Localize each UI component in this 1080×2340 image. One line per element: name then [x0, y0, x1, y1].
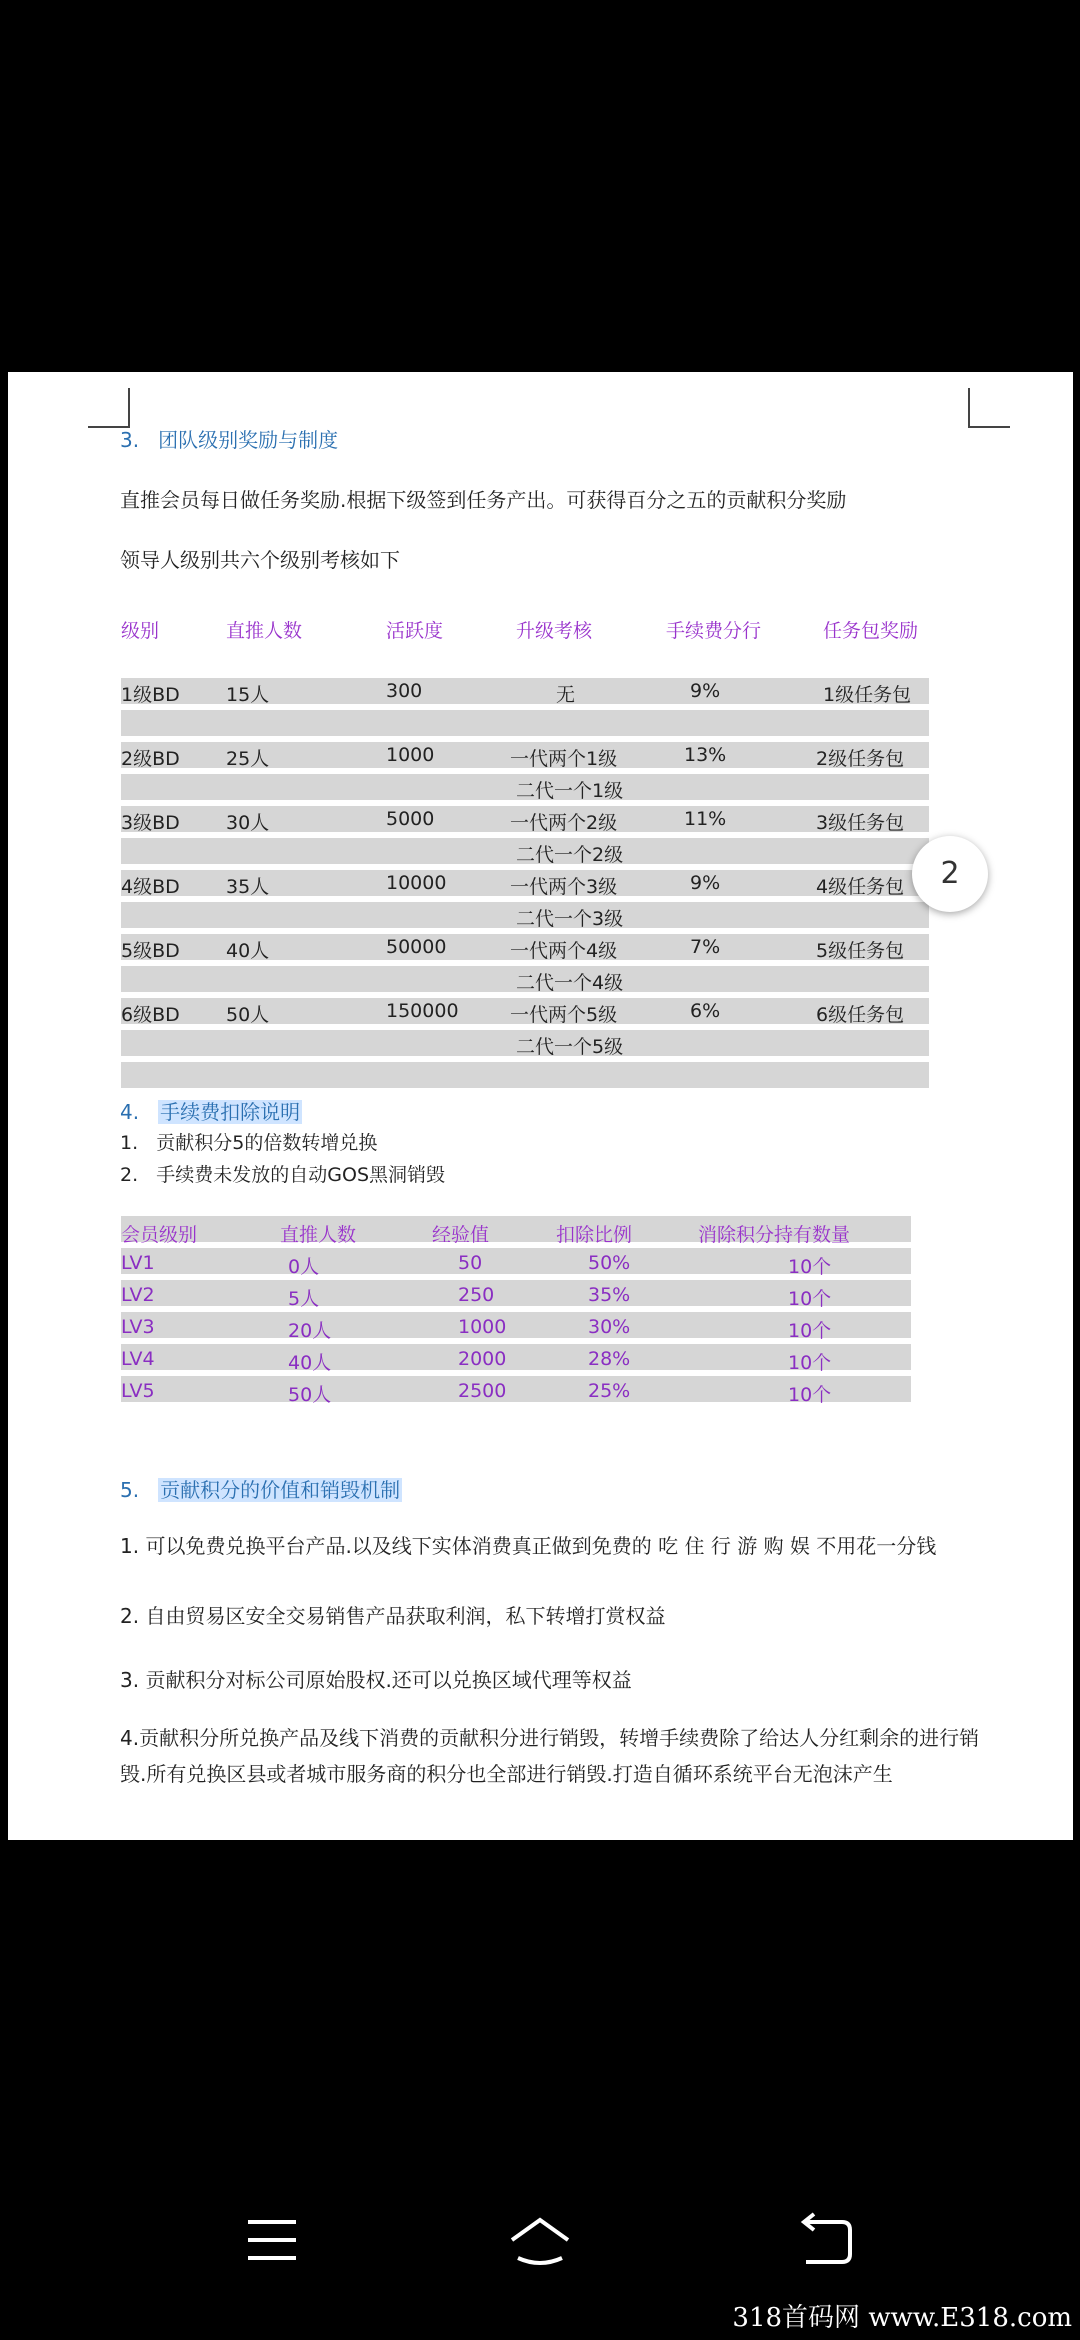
page-number-badge[interactable]: 2 [912, 836, 988, 912]
t1-cell: 4级BD [121, 876, 180, 898]
s4-item-2-text: 手续费未发放的自动GOS黑洞销毁 [156, 1164, 446, 1186]
s4-item-2 [120, 1160, 445, 1187]
t1-cell: 5级任务包 [816, 940, 905, 962]
t1-cell: 7% [690, 936, 721, 958]
t2-cell: LV5 [121, 1380, 155, 1402]
home-button[interactable] [500, 2200, 580, 2280]
section5-title: 贡献积分的价值和销毁机制 [160, 1478, 401, 1502]
t1-cell: 5000 [386, 808, 435, 830]
t1-cell: 2级任务包 [816, 748, 905, 770]
t1-band [121, 1062, 929, 1088]
t1-cell: 6级BD [121, 1004, 180, 1026]
section3-number: 3. [120, 428, 140, 452]
t2-header-exp: 经验值 [432, 1224, 490, 1246]
t1-cell: 二代一个5级 [516, 1036, 624, 1058]
s4-item-1-text: 贡献积分5的倍数转增兑换 [156, 1132, 378, 1154]
t1-cell: 6% [690, 1000, 721, 1022]
paragraph-2: 领导人级别共六个级别考核如下 [120, 548, 400, 572]
section4-number: 4. [120, 1100, 140, 1124]
crop-mark-top-right [968, 388, 970, 428]
section3-title: 团队级别奖励与制度 [158, 428, 339, 452]
t1-cell: 25人 [226, 748, 270, 770]
section4-heading [120, 1096, 302, 1125]
home-icon [500, 2200, 580, 2280]
t1-cell: 4级任务包 [816, 876, 905, 898]
t2-cell: 50 [458, 1252, 483, 1274]
t1-cell: 5级BD [121, 940, 180, 962]
t1-header-activity: 活跃度 [386, 620, 444, 642]
t1-header-level: 级别 [121, 620, 160, 642]
t2-cell: 250 [458, 1284, 495, 1306]
t2-header-direct: 直推人数 [280, 1224, 357, 1246]
s4-item-1-number: 1. [120, 1132, 139, 1154]
t2-cell: 10个 [788, 1384, 832, 1406]
s5-item-3: 3. 贡献积分对标公司原始股权.还可以兑换区域代理等权益 [120, 1668, 632, 1692]
t1-cell: 11% [684, 808, 727, 830]
t1-cell: 30人 [226, 812, 270, 834]
t2-cell: LV2 [121, 1284, 155, 1306]
t1-header-fee: 手续费分行 [666, 620, 762, 642]
t1-cell: 3级任务包 [816, 812, 905, 834]
t2-cell: 2000 [458, 1348, 507, 1370]
t1-cell: 1000 [386, 744, 435, 766]
t2-cell: 40人 [288, 1352, 332, 1374]
t2-cell: 50% [588, 1252, 631, 1274]
t2-cell: 0人 [288, 1256, 320, 1278]
document-page [8, 372, 1073, 1840]
t2-cell: 5人 [288, 1288, 320, 1310]
t1-cell: 15人 [226, 684, 270, 706]
back-button[interactable] [784, 2200, 864, 2280]
t1-cell: 一代两个4级 [510, 940, 618, 962]
t1-cell: 35人 [226, 876, 270, 898]
menu-icon [232, 2200, 312, 2280]
paragraph-1: 直推会员每日做任务奖励.根据下级签到任务产出。可获得百分之五的贡献积分奖励 [120, 488, 847, 512]
crop-mark-top-right-h [970, 426, 1010, 428]
s4-item-1 [120, 1128, 377, 1155]
t2-header-hold: 消除积分持有数量 [698, 1224, 851, 1246]
t2-cell: 10个 [788, 1256, 832, 1278]
t1-cell: 一代两个5级 [510, 1004, 618, 1026]
back-icon [784, 2200, 864, 2280]
s4-item-2-number: 2. [120, 1164, 139, 1186]
crop-mark-top-left [128, 388, 130, 428]
t1-cell: 13% [684, 744, 727, 766]
t2-cell: 25% [588, 1380, 631, 1402]
t1-cell: 二代一个4级 [516, 972, 624, 994]
watermark: 318首码网 www.E318.com [732, 2303, 1072, 2333]
s5-item-2: 2. 自由贸易区安全交易销售产品获取利润，私下转增打赏权益 [120, 1604, 666, 1628]
t2-cell: 10个 [788, 1320, 832, 1342]
t1-cell: 9% [690, 872, 721, 894]
t1-cell: 无 [556, 684, 576, 706]
t2-cell: 10个 [788, 1288, 832, 1310]
t1-cell: 一代两个2级 [510, 812, 618, 834]
t2-cell: 28% [588, 1348, 631, 1370]
t1-cell: 1级任务包 [823, 684, 912, 706]
t2-cell: LV3 [121, 1316, 155, 1338]
t1-cell: 6级任务包 [816, 1004, 905, 1026]
s5-item-4: 4.贡献积分所兑换产品及线下消费的贡献积分进行销毁，转增手续费除了给达人分红剩余的进行销毁.所有兑换区县或者城市服务商的积分也全部进行销毁.打造自循环系统平台无泡沫产生 [120, 1726, 980, 1786]
t2-header-level: 会员级别 [121, 1224, 198, 1246]
t1-cell: 二代一个3级 [516, 908, 624, 930]
t2-cell: 35% [588, 1284, 631, 1306]
t1-cell: 2级BD [121, 748, 180, 770]
t1-cell: 一代两个1级 [510, 748, 618, 770]
s5-item-1: 1. 可以免费兑换平台产品.以及线下实体消费真正做到免费的 吃 住 行 游 购 娱 不用花一分钱 [120, 1534, 937, 1558]
t1-cell: 150000 [386, 1000, 459, 1022]
t2-cell: 10个 [788, 1352, 832, 1374]
t2-header-ratio: 扣除比例 [556, 1224, 633, 1246]
t2-cell: 20人 [288, 1320, 332, 1342]
t2-cell: 1000 [458, 1316, 507, 1338]
t1-cell: 10000 [386, 872, 447, 894]
t2-cell: 30% [588, 1316, 631, 1338]
t1-cell: 300 [386, 680, 423, 702]
t1-header-reward: 任务包奖励 [823, 620, 919, 642]
t1-cell: 一代两个3级 [510, 876, 618, 898]
t2-cell: 2500 [458, 1380, 507, 1402]
t1-header-direct: 直推人数 [226, 620, 303, 642]
t1-cell: 1级BD [121, 684, 180, 706]
section4-title: 手续费扣除说明 [160, 1100, 301, 1124]
section3-heading [120, 424, 338, 453]
t1-band [121, 710, 929, 736]
t1-cell: 40人 [226, 940, 270, 962]
t1-cell: 50000 [386, 936, 447, 958]
t1-cell: 3级BD [121, 812, 180, 834]
navigation-bar [0, 2180, 1080, 2300]
t1-cell: 二代一个1级 [516, 780, 624, 802]
t2-cell: LV1 [121, 1252, 155, 1274]
t2-cell: LV4 [121, 1348, 155, 1370]
t1-header-upgrade: 升级考核 [516, 620, 593, 642]
section5-number: 5. [120, 1478, 140, 1502]
section5-heading [120, 1474, 402, 1503]
t1-cell: 9% [690, 680, 721, 702]
t1-cell: 二代一个2级 [516, 844, 624, 866]
menu-button[interactable] [232, 2200, 312, 2280]
t2-cell: 50人 [288, 1384, 332, 1406]
t1-cell: 50人 [226, 1004, 270, 1026]
